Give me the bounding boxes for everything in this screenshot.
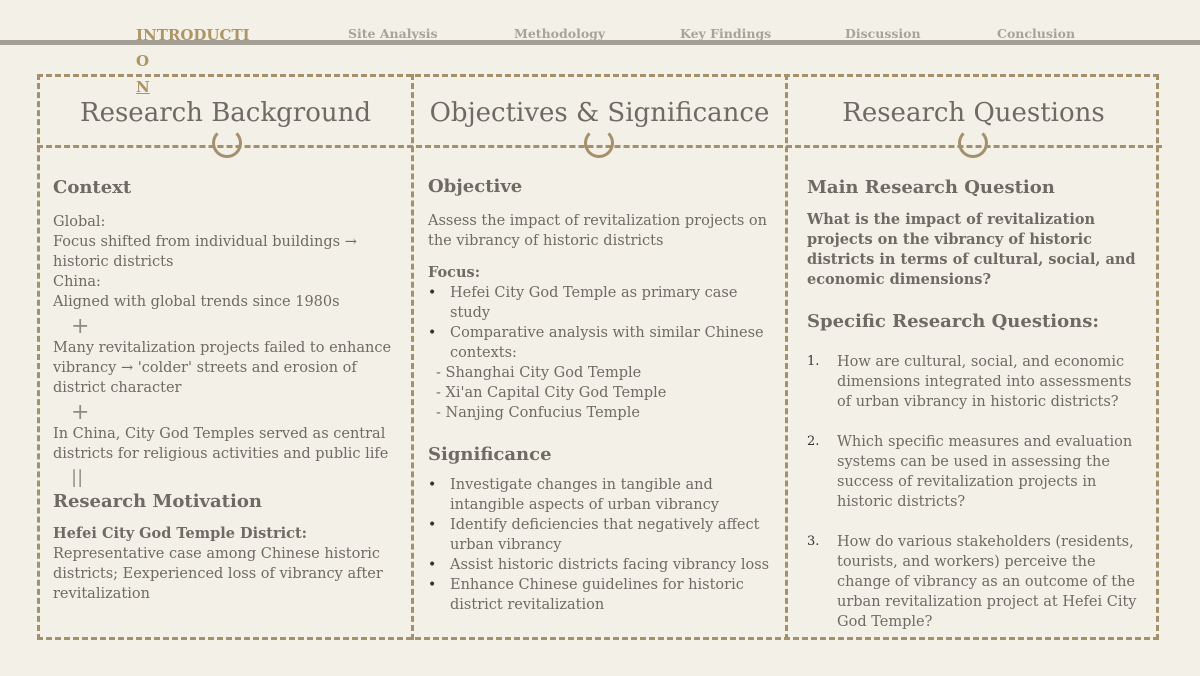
global-label: Global: <box>53 214 106 230</box>
nav-tab-methodology[interactable]: Methodology <box>514 26 606 41</box>
nav-tab-conclusion[interactable]: Conclusion <box>997 26 1076 41</box>
column-divider <box>785 74 788 640</box>
list-item: - Nanjing Confucius Temple <box>436 405 640 421</box>
question-number: 2. <box>807 434 820 449</box>
significance-heading: Significance <box>428 444 552 465</box>
temples-text: In China, City God Temples served as central districts for religious activities and public life <box>53 426 389 462</box>
specific-questions-list <box>807 352 1147 632</box>
divider-knob <box>958 128 988 158</box>
list-item: • Enhance Chinese guidelines for historic district revitalization <box>428 575 773 615</box>
list-item: • Identify deficiencies that negatively affect urban vibrancy <box>428 515 773 555</box>
motivation-bold: Hefei City God Temple District: <box>53 525 307 542</box>
plus-symbol: + <box>71 400 90 425</box>
objectives-column <box>428 175 773 615</box>
list-item: • Assist historic districts facing vibrancy loss <box>428 555 773 575</box>
china-label: China: <box>53 274 101 290</box>
divider-knob <box>212 128 242 158</box>
nav-tab-introduction-line2: N <box>136 78 150 96</box>
global-text: Focus shifted from individual buildings → historic districts <box>53 234 357 270</box>
objective-text: Assess the impact of revitalization projects on the vibrancy of historic districts <box>428 213 767 249</box>
motivation-text: Representative case among Chinese historic districts; Eexperienced loss of vibrancy after revitalization <box>53 546 383 602</box>
main-question-text: What is the impact of revitalization projects on the vibrancy of historic districts in terms of cultural, social, and economic dimensions? <box>807 211 1136 288</box>
motivation-heading: Research Motivation <box>53 491 262 512</box>
plus-symbol: + <box>71 314 90 339</box>
context-heading: Context <box>53 177 132 198</box>
question-text: How do various stakeholders (residents, tourists, and workers) perceive the change of vibrancy as an outcome of the urban revitalization project at Hefei City God Temple? <box>837 534 1137 630</box>
list-item <box>807 352 1147 412</box>
main-question-heading: Main Research Question <box>807 177 1055 198</box>
list-item <box>807 532 1147 632</box>
nav-tab-key-findings[interactable]: Key Findings <box>680 26 772 41</box>
objective-heading: Objective <box>428 176 523 197</box>
list-item: - Shanghai City God Temple <box>436 365 642 381</box>
question-text: Which specific measures and evaluation systems can be used in assessing the success of revitalization projects in historic districts? <box>837 434 1133 510</box>
motivation-paragraph <box>53 524 403 604</box>
list-item: - Xi'an Capital City God Temple <box>436 385 667 401</box>
focus-sub-list <box>428 363 773 423</box>
column-title-research-questions: Research Questions <box>842 98 1105 128</box>
nav-tab-discussion[interactable]: Discussion <box>845 26 921 41</box>
failure-text: Many revitalization projects failed to enhance vibrancy → 'colder' streets and erosion of district character <box>53 340 392 396</box>
focus-list <box>428 283 773 363</box>
china-text: Aligned with global trends since 1980s <box>53 294 340 310</box>
column-title-research-background: Research Background <box>80 98 371 128</box>
list-item: • Hefei City God Temple as primary case study <box>428 283 773 323</box>
nav-tab-site-analysis[interactable]: Site Analysis <box>348 26 438 41</box>
research-background-column <box>53 176 403 604</box>
focus-label: Focus: <box>428 264 481 281</box>
list-item: • Comparative analysis with similar Chinese contexts: <box>428 323 773 363</box>
list-item <box>807 432 1147 512</box>
list-item: • Investigate changes in tangible and intangible aspects of urban vibrancy <box>428 475 773 515</box>
column-divider <box>411 74 414 640</box>
specific-questions-heading: Specific Research Questions: <box>807 311 1099 332</box>
significance-list <box>428 475 773 615</box>
nav-tab-introduction-line1: INTRODUCTIO <box>136 26 250 70</box>
research-questions-column <box>807 176 1147 652</box>
question-number: 3. <box>807 534 820 549</box>
question-number: 1. <box>807 354 820 369</box>
question-text: How are cultural, social, and economic dimensions integrated into assessments of urban vibrancy in historic districts? <box>837 354 1132 410</box>
column-title-objectives: Objectives & Significance <box>429 98 770 128</box>
equals-symbol: || <box>71 467 84 488</box>
divider-knob <box>584 128 614 158</box>
